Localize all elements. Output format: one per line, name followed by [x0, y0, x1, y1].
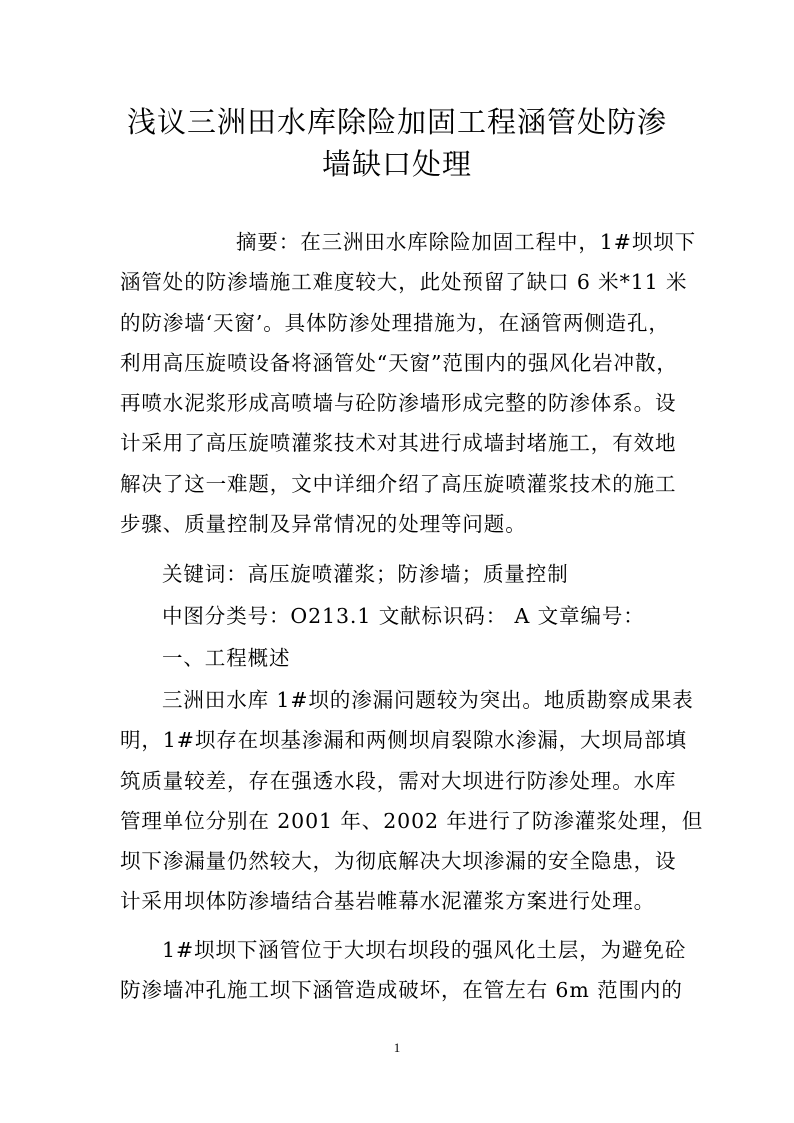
section-heading: 一、工程概述 [162, 646, 291, 670]
abstract-line: 再喷水泥浆形成高喷墙与砼防渗墙形成完整的防渗体系。设 [120, 391, 677, 416]
abstract-line: 的防渗墙‘天窗’。具体防渗处理措施为，在涵管两侧造孔， [120, 310, 670, 335]
document-title-line-1: 浅议三洲田水库除险加固工程涵管处防渗 [126, 105, 667, 139]
abstract-line: 摘要：在三洲田水库除险加固工程中，1#坝坝下 [236, 230, 697, 254]
classification-line: 中图分类号：O213.1 文献标识码： A 文章编号： [162, 604, 645, 628]
paragraph-line: 计采用坝体防渗墙结合基岩帷幕水泥灌浆方案进行处理。 [120, 889, 655, 914]
abstract-line: 计采用了高压旋喷灌浆技术对其进行成墙封堵施工，有效地 [120, 431, 677, 456]
abstract-paragraph [120, 222, 697, 544]
paragraph-line: 坝下渗漏量仍然较大，为彻底解决大坝渗漏的安全隐患，设 [120, 849, 677, 874]
abstract-line: 利用高压旋喷设备将涵管处“天窗”范围内的强风化岩冲散， [120, 350, 678, 375]
paragraph-line: 防渗墙冲孔施工坝下涵管造成破坏，在管左右 6m 范围内的 [120, 978, 683, 1003]
keywords-line: 关键词：高压旋喷灌浆；防渗墙；质量控制 [162, 562, 569, 586]
paragraph-line: 1#坝坝下涵管位于大坝右坝段的强风化土层，为避免砼 [162, 938, 687, 962]
body-paragraph-2 [120, 930, 687, 1011]
paragraph-line: 三洲田水库 1#坝的渗漏问题较为突出。地质勘察成果表 [162, 688, 694, 712]
body-paragraph-1 [120, 680, 704, 922]
abstract-line: 涵管处的防渗墙施工难度较大，此处预留了缺口 6 米*11 米 [120, 270, 688, 295]
paragraph-line: 明，1#坝存在坝基渗漏和两侧坝肩裂隙水渗漏，大坝局部填 [120, 728, 688, 753]
paragraph-line: 筑质量较差，存在强透水段，需对大坝进行防渗处理。水库 [120, 768, 677, 793]
document-title-line-2: 墙缺口处理 [321, 147, 472, 181]
abstract-line: 解决了这一难题，文中详细介绍了高压旋喷灌浆技术的施工 [120, 471, 677, 496]
paragraph-line: 管理单位分别在 2001 年、2002 年进行了防渗灌浆处理，但 [120, 808, 704, 833]
abstract-line: 步骤、质量控制及异常情况的处理等问题。 [120, 512, 527, 537]
page-number: 1 [393, 1040, 401, 1055]
